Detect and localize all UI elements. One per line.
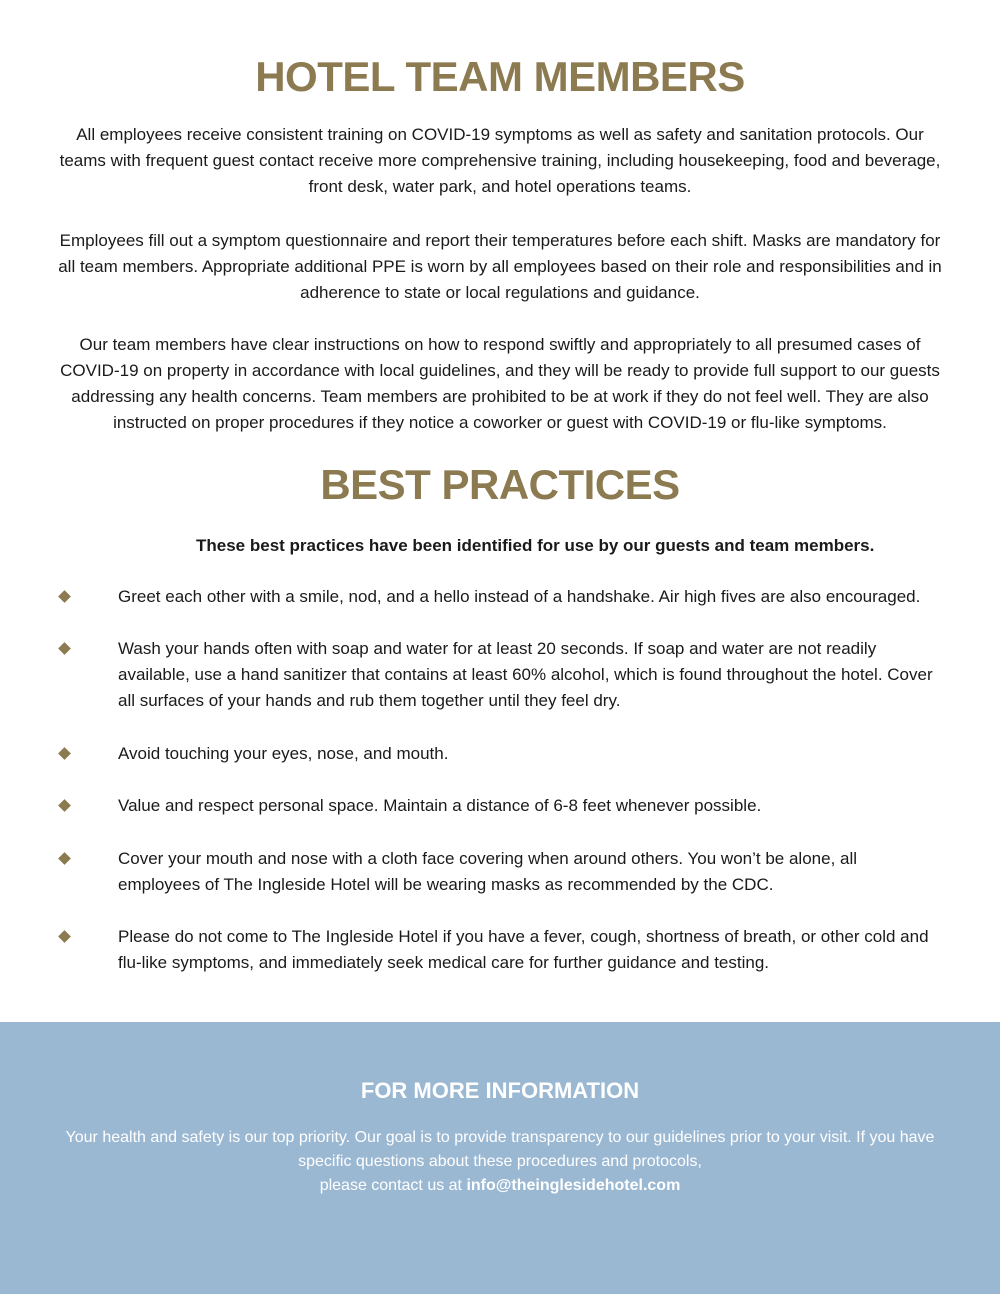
team-heading: HOTEL TEAM MEMBERS [255, 53, 745, 100]
best-practices-intro: These best practices have been identified for use by our guests and team members. [196, 536, 875, 555]
footer-banner [0, 1022, 1000, 1294]
team-paragraph: Employees fill out a symptom questionnaire and report their temperatures before each shift. Masks are mandatory for all team members. Appropriate additional PPE is worn by all employees based on their role and responsibilities and in adherence to state or local regulations and guidance. [58, 231, 942, 302]
diamond-bullet-icon [58, 852, 71, 865]
list-item-text: Please do not come to The Ingleside Hotel if you have a fever, cough, shortness of breath, or other cold and flu-like symptoms, and immediately seek medical care for further guidance and testing. [118, 927, 929, 972]
list-item-text: Greet each other with a smile, nod, and a hello instead of a handshake. Air high fives are also encouraged. [118, 587, 921, 606]
list-item-text: Avoid touching your eyes, nose, and mouth. [118, 744, 449, 763]
list-item-text: Value and respect personal space. Maintain a distance of 6-8 feet whenever possible. [118, 796, 762, 815]
diamond-bullet-icon [58, 590, 71, 603]
footer-contact-prefix: please contact us at [319, 1177, 462, 1194]
footer-body-text: Your health and safety is our top priority. Our goal is to provide transparency to our guidelines prior to your visit. If you have specific questions about these procedures and protocols, [65, 1129, 935, 1170]
team-paragraph: All employees receive consistent training on COVID-19 symptoms as well as safety and sanitation protocols. Our teams with frequent guest contact receive more comprehensive training, including housekeeping, food and beverage, front desk, water park, and hotel operations teams. [59, 125, 941, 196]
list-item-text: Wash your hands often with soap and water for at least 20 seconds. If soap and water are not readily available, use a hand sanitizer that contains at least 60% alcohol, which is found throughout the hotel. Cover all surfaces of your hands and rub them together until they feel dry. [118, 639, 933, 710]
diamond-bullet-icon [58, 930, 71, 943]
contact-email-link[interactable]: info@theinglesidehotel.com [466, 1177, 681, 1194]
diamond-bullet-icon [58, 747, 71, 760]
team-paragraph: Our team members have clear instructions on how to respond swiftly and appropriately to all presumed cases of COVID-19 on property in accordance with local guidelines, and they will be ready to provide full support to our guests addressing any health concerns. Team members are prohibited to be at work if they do not feel well. They are also instructed on proper procedures if they notice a coworker or guest with COVID-19 or flu-like symptoms. [60, 335, 940, 432]
list-item-text: Cover your mouth and nose with a cloth face covering when around others. You won’t be alone, all employees of The Ingleside Hotel will be wearing masks as recommended by the CDC. [118, 849, 858, 894]
footer-title: FOR MORE INFORMATION [360, 1078, 640, 1103]
diamond-bullet-icon [58, 799, 71, 812]
best-practices-heading: BEST PRACTICES [320, 461, 680, 508]
footer-text [65, 1126, 935, 1198]
diamond-bullet-icon [58, 642, 71, 655]
